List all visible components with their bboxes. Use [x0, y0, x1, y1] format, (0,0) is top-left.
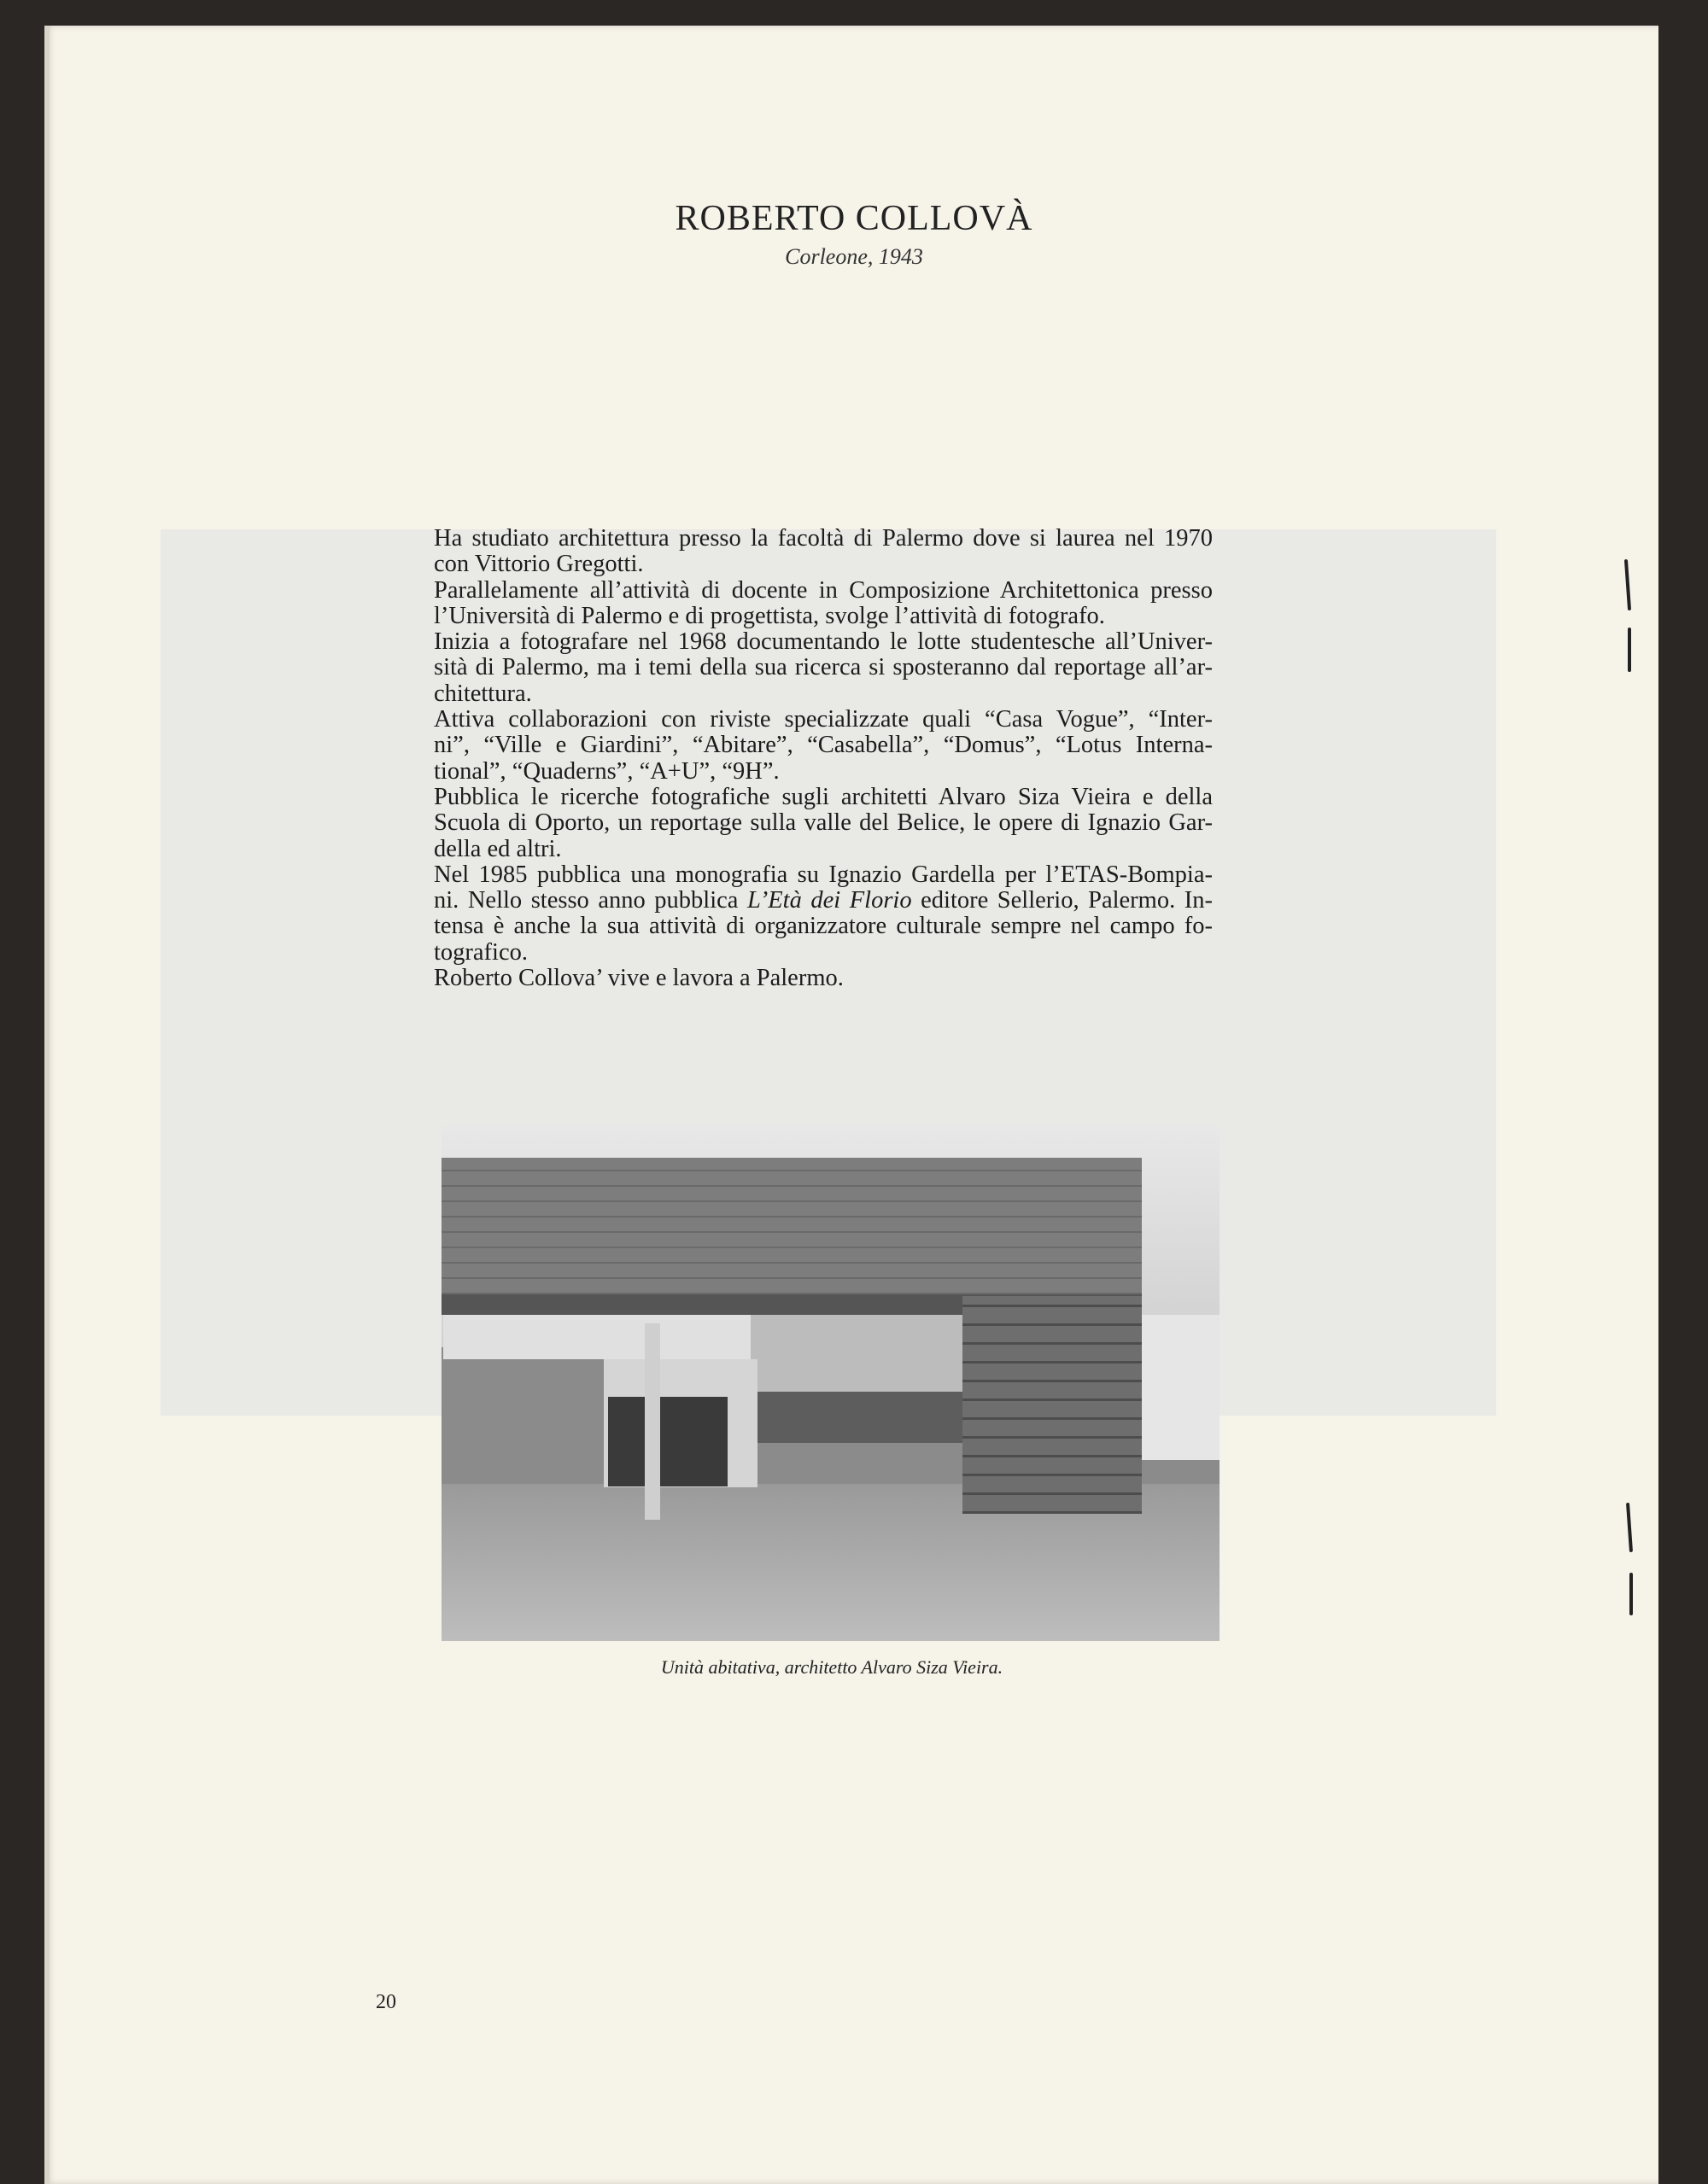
text-line: Pubblica le ricerche fotografiche sugli architetti Alvaro Siza Vieira e della [434, 783, 1213, 810]
text-line: Scuola di Oporto, un reportage sulla valle del Belice, le opere di Ignazio Gar- [434, 809, 1213, 837]
text-line: Parallelamente all’attività di docente in Composizione Architettonica presso [434, 576, 1213, 604]
page-subtitle: Corleone, 1943 [785, 244, 923, 269]
text-line: tografico. [434, 938, 528, 966]
text-segment: ni. Nello stesso anno pubblica [434, 887, 747, 914]
text-line: Inizia a fotografare nel 1968 documentando le lotte studentesche all’Univer- [434, 628, 1213, 656]
text-line: tional”, “Quaderns”, “A+U”, “9H”. [434, 757, 780, 785]
text-line [434, 888, 1213, 914]
text-line: Roberto Collova’ vive e lavora a Palermo. [434, 965, 844, 992]
staple-mark [1628, 628, 1631, 672]
text-line: ni”, “Ville e Giardini”, “Abitare”, “Casabella”, “Domus”, “Lotus Interna- [434, 732, 1213, 759]
text-line: della ed altri. [434, 835, 562, 862]
text-line: chitettura. [434, 680, 532, 707]
background-strip [1674, 0, 1708, 2184]
text-segment: editore Sellerio, Palermo. In- [911, 887, 1213, 914]
text-line: l’Università di Palermo e di progettista, svolge l’attività di fotografo. [434, 602, 1105, 629]
text-line: Nel 1985 pubblica una monografia su Ignazio Gardella per l’ETAS-Bompia- [434, 861, 1213, 888]
page-title: ROBERTO COLLOVÀ [675, 199, 1033, 238]
text-line: tensa è anche la sua attività di organizzatore culturale sempre nel campo fo- [434, 913, 1213, 940]
text-line: con Vittorio Gregotti. [434, 551, 644, 578]
page-edge [44, 26, 50, 2184]
text-line: Ha studiato architettura presso la facoltà di Palermo dove si laurea nel 1970 [434, 525, 1213, 552]
biography-text [434, 526, 1213, 991]
page-number: 20 [376, 1991, 396, 2013]
text-line: sità di Palermo, ma i temi della sua ricerca si sposteranno dal reportage all’ar- [434, 654, 1213, 681]
staple-mark [1629, 1573, 1633, 1615]
text-line: Attiva collaborazioni con riviste specializzate quali “Casa Vogue”, “Inter- [434, 706, 1213, 733]
architecture-photo [442, 1125, 1220, 1641]
book-title: L’Età dei Florio [746, 887, 912, 914]
photo-caption: Unità abitativa, architetto Alvaro Siza Vieira. [660, 1656, 1003, 1678]
